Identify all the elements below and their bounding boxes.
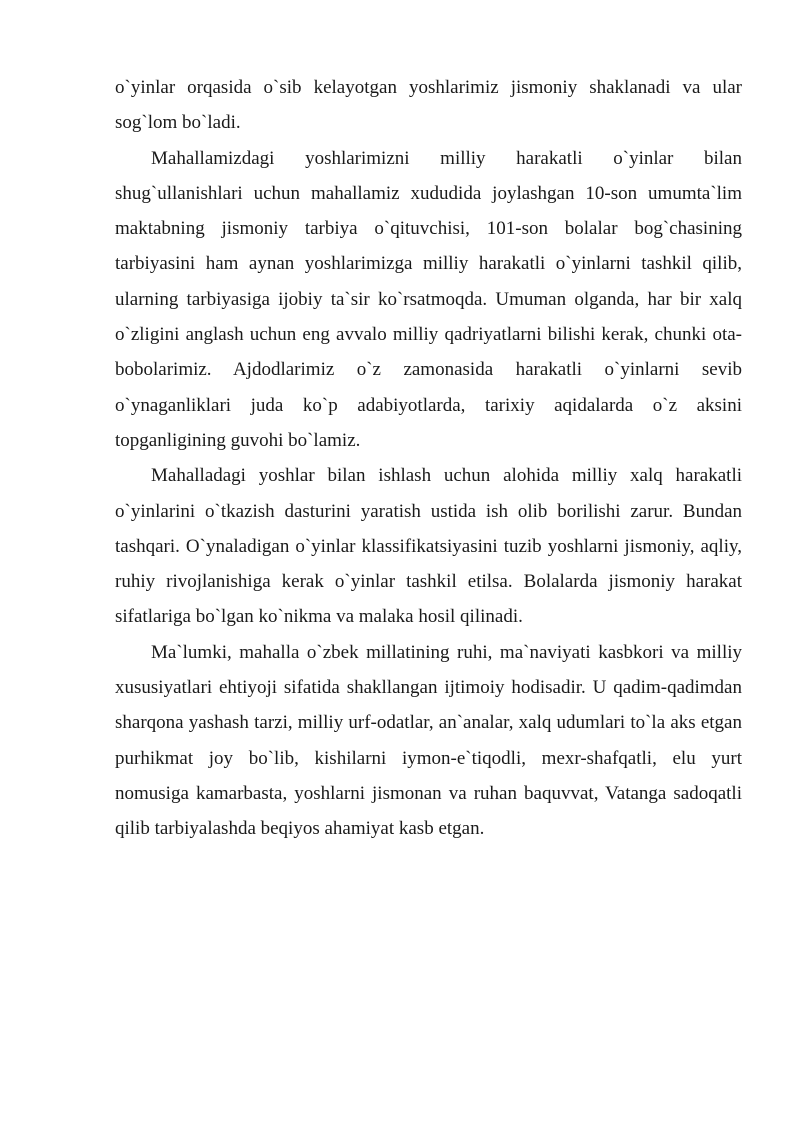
paragraph-3: Mahalladagi yoshlar bilan ishlash uchun alohida milliy xalq harakatli o`yinlarini o`tkazish dasturini yaratish ustida ish olib borilishi zarur. Bundan tashqari. O`ynaladigan o`yinlar klassifikatsiyasini tuzib yoshlarni jismoniy, aqliy, ruhiy rivojlanishiga kerak o`yinlar tashkil etilsa. Bolalarda jismoniy harakat sifatlariga bo`lgan ko`nikma va malaka hosil qilinadi. — [115, 465, 742, 628]
paragraph-1: o`yinlar orqasida o`sib kelayotgan yoshlarimiz jismoniy shaklanadi va ular sog`lom bo`ladi. — [115, 77, 742, 134]
paragraph-2: Mahallamizdagi yoshlarimizni milliy harakatli o`yinlar bilan shug`ullanishlari uchun mahallamiz xududida joylashgan 10-son umumta`lim maktabning jismoniy tarbiya o`qituvchisi, 101-son bolalar bog`chasining tarbiyasini ham aynan yoshlarimizga milliy harakatli o`yinlarni tashkil qilib, ularning tarbiyasiga ijobiy ta`sir ko`rsatmoqda. Umuman olganda, har bir xalq o`zligini anglash uchun eng avvalo milliy qadriyatlarni bilishi kerak, chunki ota-bobolarimiz. Ajdodlarimiz o`z zamonasida harakatli o`yinlarni sevib o`ynaganliklari juda ko`p adabiyotlarda, tarixiy aqidalarda o`z aksini topganligining guvohi bo`lamiz. — [115, 147, 742, 451]
document-page — [115, 70, 742, 847]
paragraph-4: Ma`lumki, mahalla o`zbek millatining ruhi, ma`naviyati kasbkori va milliy xususiyatlari ehtiyoji sifatida shakllangan ijtimoiy hodisadir. U qadim-qadimdan sharqona yashash tarzi, milliy urf-odatlar, an`analar, xalq udumlari to`la aks etgan purhikmat joy bo`lib, kishilarni iymon-e`tiqodli, mexr-shafqatli, elu yurt nomusiga kamarbasta, yoshlarni jismonan va ruhan baquvvat, Vatanga sadoqatli qilib tarbiyalashda beqiyos ahamiyat kasb etgan. — [115, 641, 742, 840]
